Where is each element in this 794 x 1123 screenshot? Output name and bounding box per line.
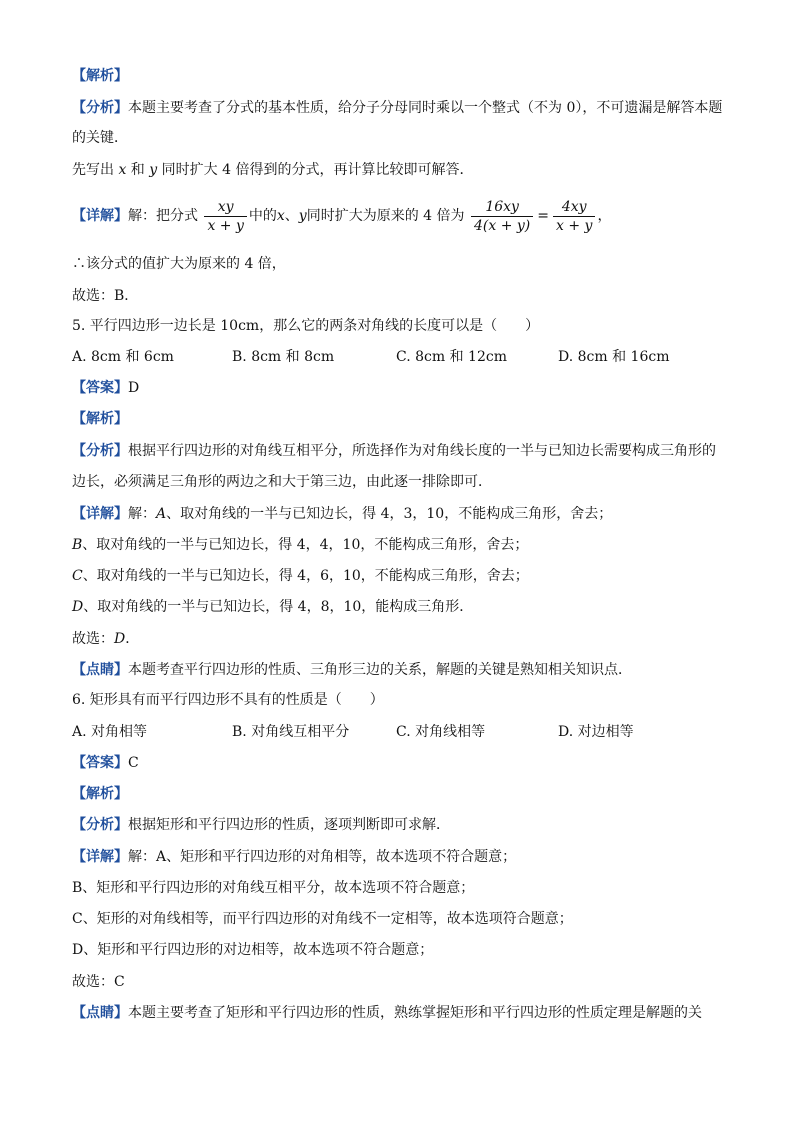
q5-option-d: D. 8cm 和 16cm <box>558 349 670 365</box>
option-letter: D <box>72 599 84 615</box>
frac-denominator: 4(x + y) <box>473 217 531 234</box>
q5-option-c: C. 8cm 和 12cm <box>396 349 507 365</box>
q4-conclusion: ∴该分式的值扩大为原来的 4 倍， <box>72 256 286 272</box>
var-y: y <box>149 162 158 178</box>
q4-fenxi <box>72 98 732 118</box>
answer-tag: 【答案】 <box>72 755 128 771</box>
q4-fenxi-cont <box>72 128 732 148</box>
q6-xiangjie-c: C、矩形的对角线相等，而平行四边形的对角线不一定相等，故本选项符合题意； <box>72 911 573 927</box>
xiangjie-tag: 【详解】 <box>72 849 128 865</box>
q6-xiangjie-d: D、矩形和平行四边形的对边相等，故本选项不符合题意； <box>72 942 434 958</box>
xiangjie-line: 、取对角线的一半与已知边长，得 4，6，10，不能构成三角形，舍去； <box>82 568 529 584</box>
var-y: y <box>298 208 307 224</box>
choose-suffix: ． <box>125 631 140 647</box>
answer-value: C <box>128 755 139 771</box>
dianjing-tag: 【点睛】 <box>72 662 128 678</box>
q6-option-a: A. 对角相等 <box>72 724 148 740</box>
q4-xiangjie <box>72 196 732 236</box>
dianjing-tag: 【点睛】 <box>72 1005 128 1021</box>
separator: 、 <box>284 208 299 224</box>
xiangjie-line: 解：A、矩形和平行四边形的对角相等，故本选项不符合题意； <box>128 849 517 865</box>
q6-option-c: C. 对角线相等 <box>396 724 486 740</box>
choose-letter: D <box>114 631 126 647</box>
q6-xiangjie-b: B、矩形和平行四边形的对角线互相平分，故本选项不符合题意； <box>72 880 475 896</box>
var-x: x <box>276 208 285 224</box>
q4-method <box>72 160 732 180</box>
q5-fenxi <box>72 441 732 461</box>
q6-option-b: B. 对角线互相平分 <box>232 724 350 740</box>
method-text-2: 和 <box>126 162 150 178</box>
q5-jiexi-heading <box>72 409 732 429</box>
q4-choose: 故选：B． <box>72 288 139 304</box>
jiexi-tag: 【解析】 <box>72 411 128 427</box>
q5-choose <box>72 629 732 649</box>
xiangjie-text-2: 中的 <box>248 208 277 224</box>
q6-fenxi <box>72 815 732 835</box>
xiangjie-line: 、取对角线的一半与已知边长，得 4，8，10，能构成三角形． <box>83 599 474 615</box>
fenxi-text: 根据平行四边形的对角线互相平分，所选择作为对角线长度的一半与已知边长需要构成三角形的 <box>128 443 716 459</box>
q5-answer <box>72 378 732 398</box>
xiangjie-text-3: 同时扩大为原来的 4 倍为 <box>306 208 465 224</box>
q5-option-a: A. 8cm 和 6cm <box>72 349 174 365</box>
method-text-3: 同时扩大 4 倍得到的分式，再计算比较即可解答． <box>157 162 474 178</box>
xiangjie-text-1: 解：把分式 <box>128 208 198 224</box>
q5-option-b: B. 8cm 和 8cm <box>232 349 335 365</box>
q4-jiexi-heading <box>72 66 732 86</box>
xiangjie-line: 、取对角线的一半与已知边长，得 4，3，10，不能构成三角形，舍去； <box>166 506 613 522</box>
frac-denominator: x + y <box>556 217 593 234</box>
fenxi-tag: 【分析】 <box>72 443 128 459</box>
xiangjie-prefix: 解： <box>128 506 156 522</box>
comma: ， <box>597 208 612 224</box>
fraction-16xy <box>471 198 533 235</box>
q6-jiexi-heading <box>72 784 732 804</box>
fraction-4xy <box>553 198 595 235</box>
q5-xiangjie-b <box>72 535 732 555</box>
answer-tag: 【答案】 <box>72 380 128 396</box>
q6-answer <box>72 753 732 773</box>
fenxi-tag: 【分析】 <box>72 817 128 833</box>
jiexi-tag: 【解析】 <box>72 68 128 84</box>
q5-xiangjie-c <box>72 566 732 586</box>
equals-sign: = <box>537 208 549 224</box>
frac-numerator: 16xy <box>471 198 533 217</box>
q5-dianjing <box>72 660 732 680</box>
option-letter: A <box>156 506 167 522</box>
q6-question: 6. 矩形具有而平行四边形不具有的性质是（ ） <box>72 692 384 708</box>
q6-xiangjie-a <box>72 847 732 867</box>
q6-option-d: D. 对边相等 <box>558 724 634 740</box>
frac-numerator: 4xy <box>553 198 595 217</box>
choose-prefix: 故选： <box>72 631 114 647</box>
fenxi-text-2: 的关键． <box>72 130 128 146</box>
method-text-1: 先写出 <box>72 162 119 178</box>
q6-choose: 故选：C <box>72 974 125 990</box>
xiangjie-tag: 【详解】 <box>72 208 128 224</box>
q5-xiangjie-a <box>72 504 732 524</box>
dianjing-text: 本题主要考查了矩形和平行四边形的性质，熟练掌握矩形和平行四边形的性质定理是解题的关 <box>128 1005 702 1021</box>
xiangjie-line: 、取对角线的一半与已知边长，得 4，4，10，不能构成三角形，舍去； <box>82 537 529 553</box>
q6-dianjing <box>72 1003 732 1023</box>
xiangjie-tag: 【详解】 <box>72 506 128 522</box>
fenxi-tag: 【分析】 <box>72 100 128 116</box>
fraction-xy-over-x-plus-y <box>204 198 246 235</box>
q5-xiangjie-d <box>72 597 732 617</box>
jiexi-tag: 【解析】 <box>72 786 128 802</box>
fenxi-text: 本题主要考查了分式的基本性质，给分子分母同时乘以一个整式（不为 0），不可遗漏是解答本题 <box>128 100 723 116</box>
frac-denominator: x + y <box>207 217 244 234</box>
dianjing-text: 本题考查平行四边形的性质、三角形三边的关系，解题的关键是熟知相关知识点． <box>128 662 632 678</box>
q5-question: 5. 平行四边形一边长是 10cm，那么它的两条对角线的长度可以是（ ） <box>72 318 540 334</box>
option-letter: C <box>72 568 83 584</box>
var-x: x <box>118 162 127 178</box>
frac-numerator: xy <box>204 198 246 217</box>
answer-value: D <box>128 380 140 396</box>
fenxi-text: 根据矩形和平行四边形的性质，逐项判断即可求解． <box>128 817 450 833</box>
option-letter: B <box>72 537 83 553</box>
q5-fenxi-cont: 边长，必须满足三角形的两边之和大于第三边，由此逐一排除即可． <box>72 474 492 490</box>
